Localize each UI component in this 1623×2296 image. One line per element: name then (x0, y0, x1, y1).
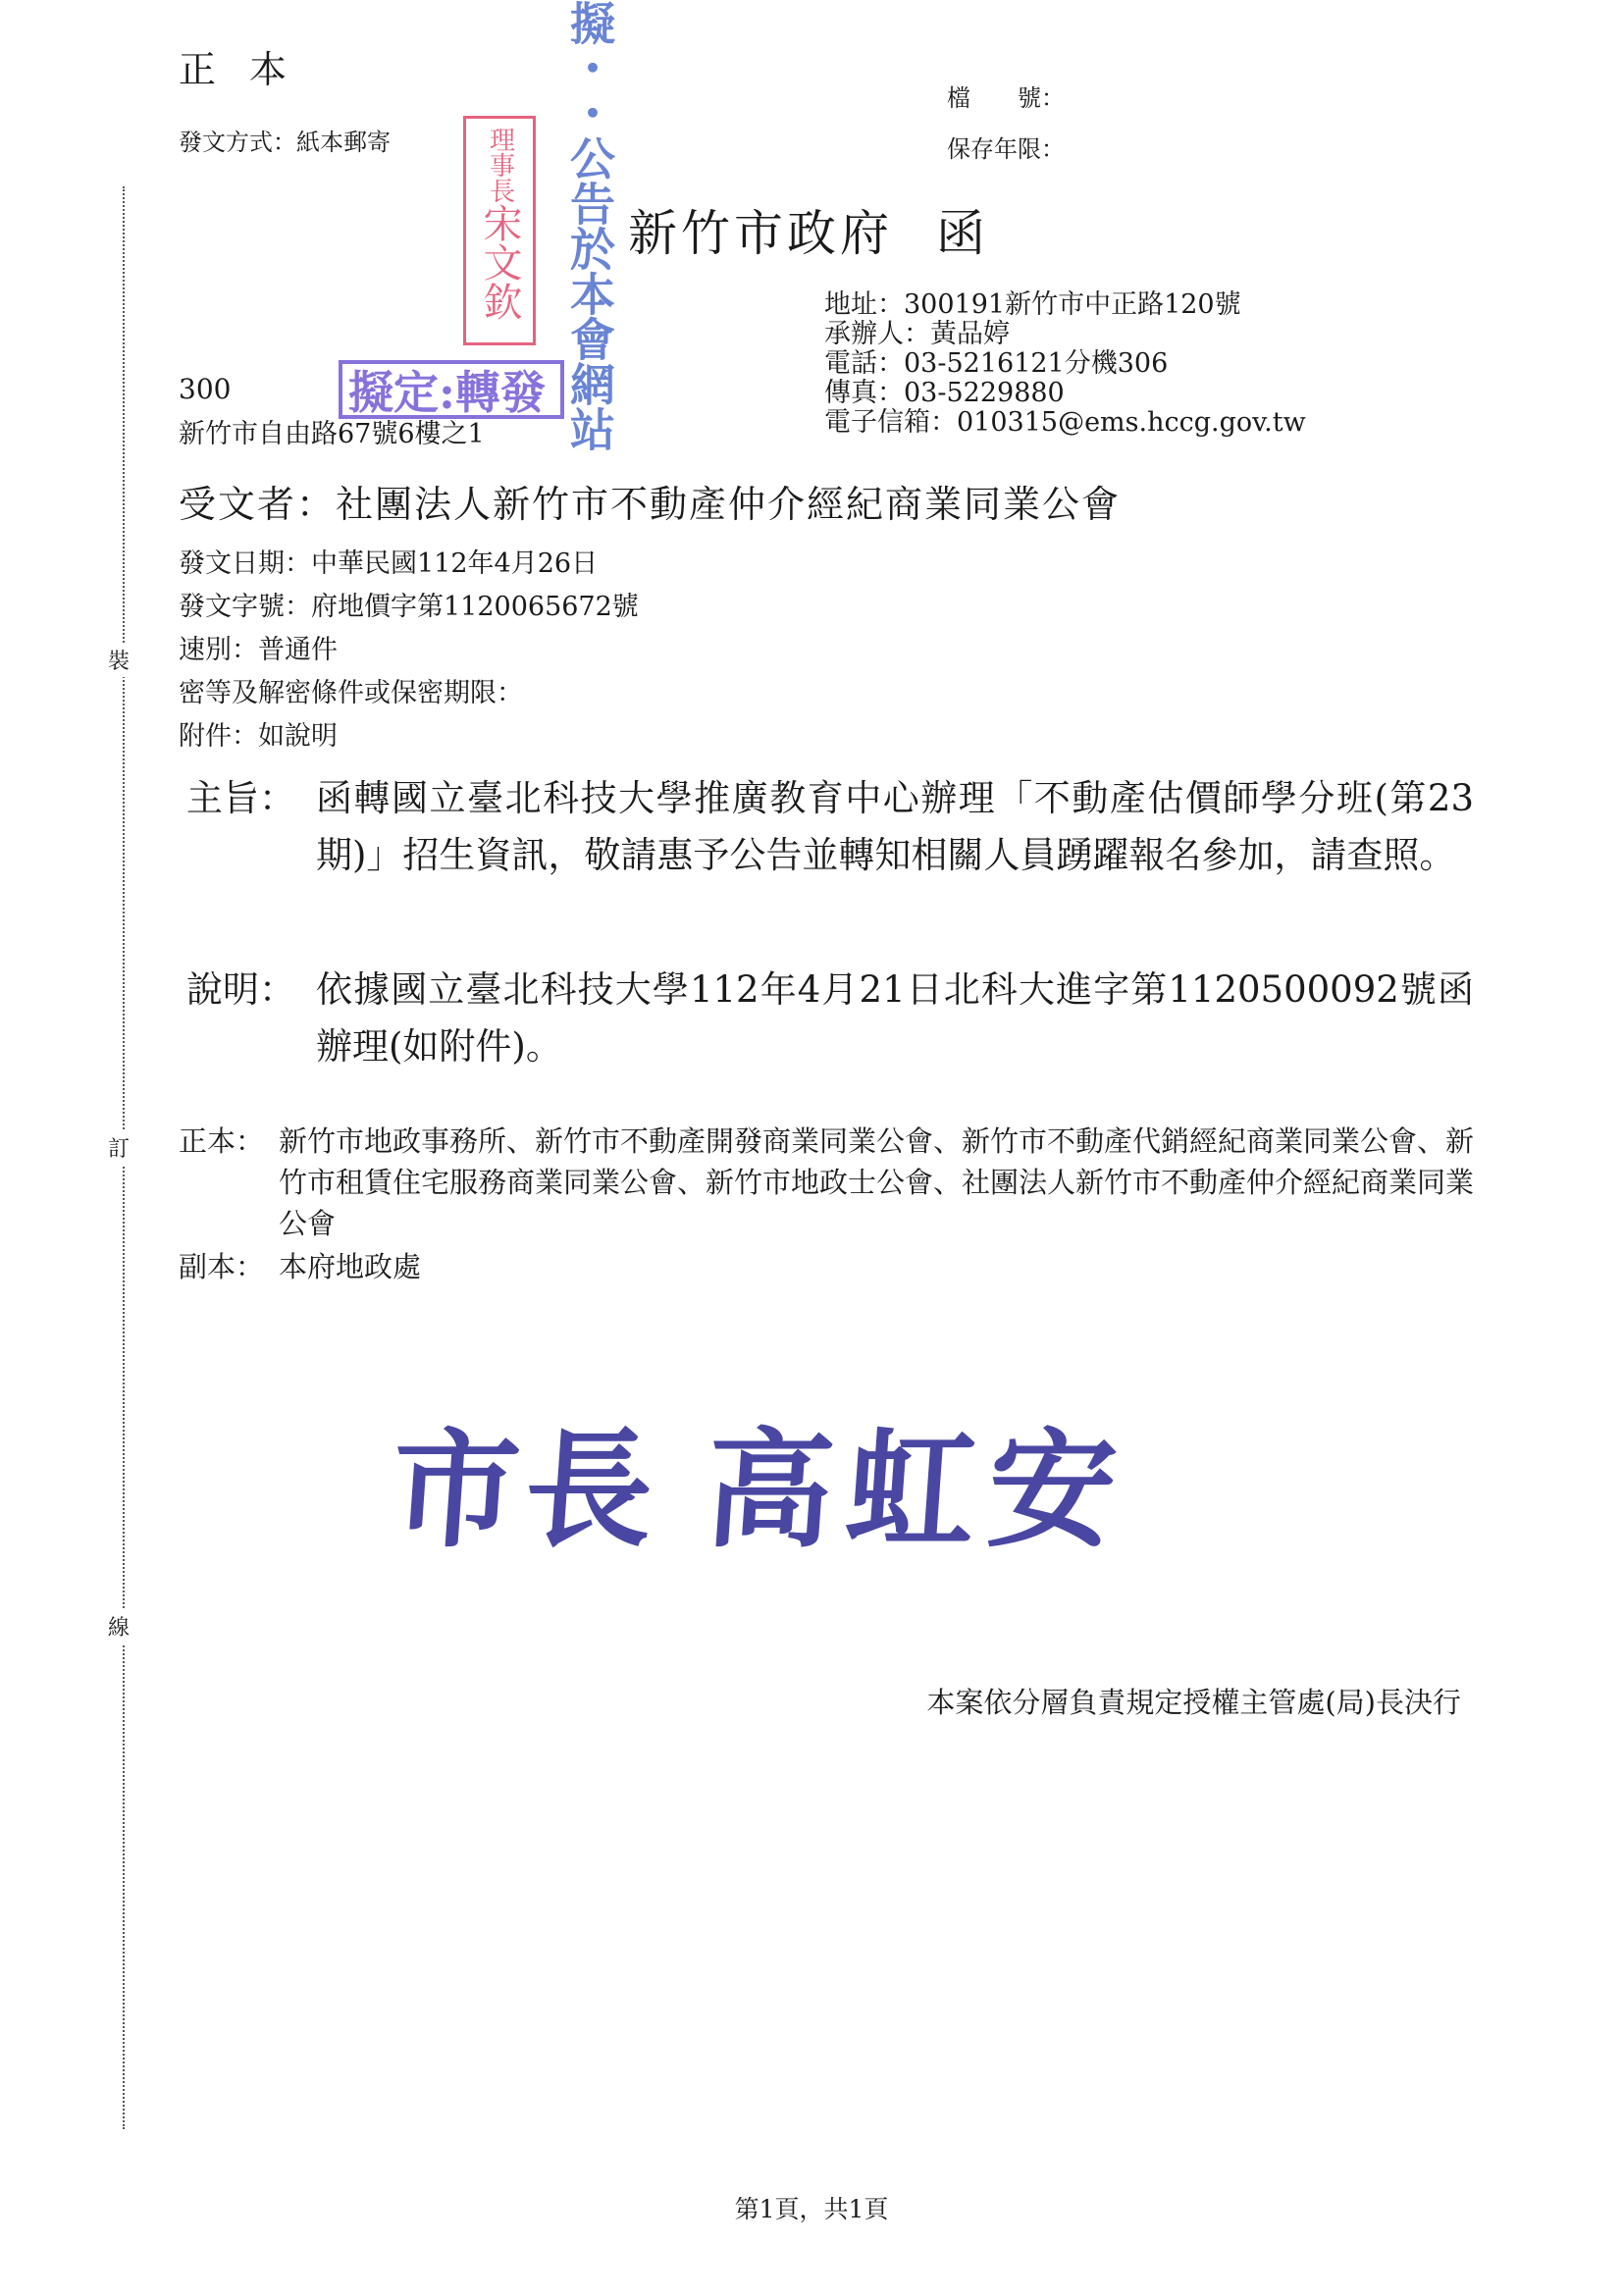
explanation-text: 依據國立臺北科技大學112年4月21日北科大進字第1120500092號函辦理(如附件)。 (316, 968, 1474, 1068)
contact-phone: 電話：03-5216121分機306 (824, 348, 1169, 379)
delivery-speed: 速別：普通件 (179, 635, 338, 665)
document-type: 函 (936, 205, 989, 262)
document-number: 發文字號：府地價字第1120065672號 (179, 592, 639, 622)
signature-title: 市長 (386, 1415, 664, 1565)
send-method: 發文方式：紙本郵寄 (179, 129, 391, 156)
binding-mark-zhuang: 裝 (108, 643, 130, 677)
subject-label: 主旨： (186, 777, 295, 819)
seal-name: 宋文欽 (477, 203, 522, 321)
chairman-seal-stamp (463, 116, 536, 345)
contact-address: 地址：300191新竹市中正路120號 (824, 289, 1241, 320)
binding-mark-xian: 線 (108, 1609, 130, 1644)
subject-text: 函轉國立臺北科技大學推廣教育中心辦理「不動產估價師學分班(第23期)」招生資訊，敬請惠予公告並轉知相關人員踴躍報名參加，請查照。 (316, 777, 1474, 876)
secrecy-level: 密等及解密條件或保密期限： (179, 678, 523, 708)
notice-stamp: 擬・・公告於本會網站 (563, 0, 616, 451)
seal-title: 理事長 (485, 127, 515, 203)
original-recipients (179, 1121, 1484, 1248)
forward-stamp: 擬定:轉發 (339, 360, 564, 419)
contact-email: 電子信箱：010315@ems.hccg.gov.tw (824, 407, 1306, 438)
mayor-signature (386, 1388, 1136, 1572)
contact-fax: 傳真：03-5229880 (824, 378, 1065, 408)
attachment-note: 附件：如說明 (179, 721, 338, 752)
subject-section (186, 770, 1472, 947)
copy-type-label: 正本 (179, 48, 321, 91)
recipient-line: 受文者：社團法人新竹市不動產仲介經紀商業同業公會 (179, 483, 1122, 526)
file-number-label: 檔 號： (947, 84, 1065, 112)
explanation-section (186, 962, 1472, 1079)
recipient-zip: 300 (179, 373, 232, 405)
recipient-street: 新竹市自由路67號6樓之1 (179, 419, 485, 449)
retention-period-label: 保存年限： (947, 135, 1065, 163)
issuer-name: 新竹市政府 (628, 205, 893, 262)
issue-date: 發文日期：中華民國112年4月26日 (179, 548, 599, 579)
original-list: 新竹市地政事務所、新竹市不動產開發商業同業公會、新竹市不動產代銷經紀商業同業公會、新竹市租賃住宅服務商業同業公會、新竹市地政士公會、社團法人新竹市不動產仲介經紀商業同業公會 (279, 1124, 1475, 1240)
binding-mark-ding: 訂 (108, 1130, 130, 1165)
authority-note: 本案依分層負責規定授權主管處(局)長決行 (926, 1686, 1461, 1719)
explanation-label: 說明： (186, 968, 295, 1011)
page-indicator: 第1頁，共1頁 (734, 2195, 889, 2223)
copy-list: 本府地政處 (279, 1250, 422, 1283)
copy-recipients (179, 1246, 767, 1287)
original-label: 正本： (179, 1124, 265, 1158)
document-title (628, 194, 989, 265)
signature-name: 高虹安 (700, 1415, 1135, 1565)
copy-label: 副本： (179, 1250, 265, 1283)
contact-handler: 承辦人：黃品婷 (824, 319, 1010, 349)
